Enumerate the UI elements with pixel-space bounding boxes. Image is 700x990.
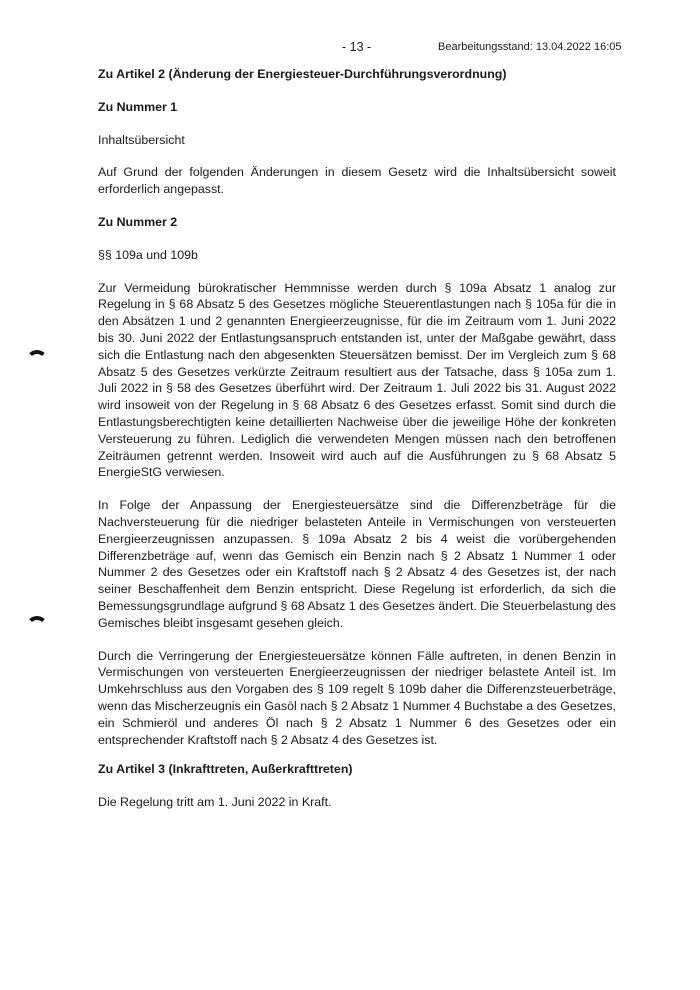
- binder-hole-mark: [26, 350, 48, 372]
- section-label-inhaltsuebersicht: Inhaltsübersicht: [98, 132, 185, 147]
- document-body: [98, 66, 616, 811]
- paragraph-nr2-3: Durch die Verringerung der Energiesteuersätze können Fälle auftreten, in denen Benzin in Vermischungen von versteuerten Energieerzeugnissen der niedriger belastete Anteil ist. Im Umkehrschluss aus den Vorgaben des § 109 regelt § 109b daher die Differenzsteuerbeträge, wenn das Mischerzeugnis ein Gasöl nach § 2 Absatz 1 Nummer 4 Buchstabe a des Gesetzes, ein Schmieröl und anderes Öl nach § 2 Absatz 1 Nummer 6 des Gesetzes oder ein entsprechender Kraftstoff nach § 2 Absatz 4 des Gesetzes ist.: [98, 648, 616, 747]
- page-number: - 13 -: [342, 40, 372, 54]
- heading-nummer-1: Zu Nummer 1: [98, 99, 178, 114]
- paragraph-art3: Die Regelung tritt am 1. Juni 2022 in Kraft.: [98, 795, 332, 810]
- paragraph-nr2-1: Zur Vermeidung bürokratischer Hemmnisse werden durch § 109a Absatz 1 analog zur Regelung in § 68 Absatz 5 des Gesetzes mögliche Steuerentlastungen nach § 105a für die in den Absätzen 1 und 2 genannten Energieerzeugnisse, für die im Zeitraum vom 1. Juni 2022 bis 30. Juni 2022 der Entlastungsanspruch entstanden ist, unter der Maßgabe gewährt, dass sich die Entlastung nach den abgesenkten Steuersätzen bemisst. Der im Vergleich zum § 68 Absatz 5 des Gesetzes verkürzte Zeitraum resultiert aus der Tatsache, dass § 105a zum 1. Juli 2022 in § 58 des Gesetzes überführt wird. Der Zeitraum 1. Juli 2022 bis 31. August 2022 wird insoweit von der Regelung in § 68 Absatz 6 des Gesetzes erfasst. Somit sind durch die Entlastungsberechtigten keine detaillierten Nachweise über die jeweilige Höhe der konkreten Versteuerung zu führen. Lediglich die verwendeten Mengen müssen nach den betroffenen Zeiträumen getrennt werden. Insoweit wird auch auf die Ausführungen zu § 68 Absatz 5 EnergieStG verwiesen.: [98, 280, 616, 480]
- section-label-109a-109b: §§ 109a und 109b: [98, 247, 198, 262]
- heading-article-2: Zu Artikel 2 (Änderung der Energiesteuer-Durchführungsverordnung): [98, 67, 507, 81]
- paragraph-nr1: Auf Grund der folgenden Änderungen in diesem Gesetz wird die Inhaltsübersicht soweit erforderlich angepasst.: [98, 165, 616, 197]
- heading-nummer-2: Zu Nummer 2: [98, 214, 178, 229]
- binder-hole-mark: [26, 616, 48, 638]
- paragraph-nr2-2: In Folge der Anpassung der Energiesteuersätze sind die Differenzbeträge für die Nachversteuerung für die niedriger belasteten Anteile in Vermischungen von versteuerten Energieerzeugnissen anzupassen. § 109a Absatz 2 bis 4 weist die vorübergehenden Differenzbeträge auf, wenn das Gemisch ein Benzin nach § 2 Absatz 1 Nummer 1 oder Nummer 2 des Gesetzes oder ein Kraftstoff nach § 2 Absatz 4 des Gesetzes ist, der nach seiner Beschaffenheit dem Benzin entspricht. Diese Regelung ist erforderlich, da sich die Bemessungsgrundlage aufgrund § 68 Absatz 1 des Gesetzes ändert. Die Steuerbelastung des Gemisches bleibt insgesamt gesehen gleich.: [98, 498, 616, 630]
- heading-article-3: Zu Artikel 3 (Inkrafttreten, Außerkrafttreten): [98, 762, 353, 777]
- revision-status: Bearbeitungsstand: 13.04.2022 16:05: [438, 41, 622, 53]
